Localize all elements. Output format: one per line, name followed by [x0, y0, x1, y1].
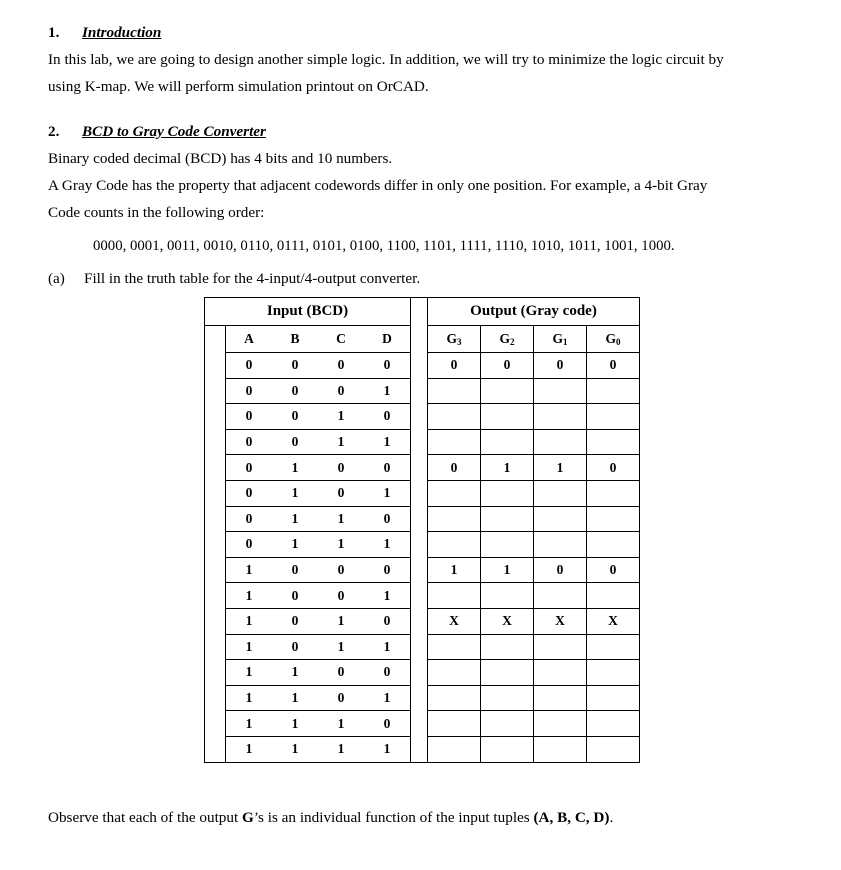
table-gap: [411, 298, 428, 326]
table-left-margin: [205, 455, 226, 481]
footer-text-3: .: [609, 809, 614, 826]
output-cell[interactable]: [428, 506, 481, 532]
input-cell: 1: [226, 685, 273, 711]
input-cell: 0: [364, 557, 411, 583]
input-cell: 1: [226, 608, 273, 634]
output-cell[interactable]: [481, 583, 534, 609]
table-left-margin: [205, 608, 226, 634]
input-cell: 1: [272, 506, 318, 532]
table-left-margin: [205, 429, 226, 455]
output-cell[interactable]: [428, 378, 481, 404]
output-cell[interactable]: [587, 506, 640, 532]
output-col-header-g0: [587, 326, 640, 353]
output-cell[interactable]: [587, 480, 640, 506]
output-cell[interactable]: [428, 685, 481, 711]
output-col-header-g1: [534, 326, 587, 353]
input-cell: 0: [318, 480, 364, 506]
section1-paragraph-line1: In this lab, we are going to design another simple logic. In addition, we will try to minimize the logic circuit by: [48, 51, 724, 68]
input-cell: 0: [226, 506, 273, 532]
output-cell[interactable]: [481, 404, 534, 430]
output-cell[interactable]: [534, 506, 587, 532]
output-col-header-sub: 1: [563, 337, 568, 347]
table-row: [205, 532, 640, 558]
table-left-margin: [205, 506, 226, 532]
output-cell[interactable]: [428, 736, 481, 762]
input-cell: 0: [226, 532, 273, 558]
input-cell: 0: [272, 378, 318, 404]
output-cell: 1: [481, 557, 534, 583]
input-cell: 0: [364, 506, 411, 532]
input-cell: 1: [364, 429, 411, 455]
table-gap: [411, 326, 428, 353]
table-left-margin: [205, 583, 226, 609]
input-cell: 1: [272, 685, 318, 711]
output-cell[interactable]: [481, 429, 534, 455]
output-col-header-sub: 2: [510, 337, 515, 347]
table-row: [205, 634, 640, 660]
input-cell: 1: [318, 634, 364, 660]
table-left-margin: [205, 711, 226, 737]
output-cell: 0: [587, 353, 640, 379]
section2-line1: Binary coded decimal (BCD) has 4 bits and 10 numbers.: [48, 150, 393, 167]
table-row: [205, 736, 640, 762]
footer-text-2: ’s is an individual function of the input tuples: [253, 809, 534, 826]
input-cell: 0: [364, 404, 411, 430]
output-cell: X: [428, 608, 481, 634]
input-cell: 0: [272, 634, 318, 660]
output-cell[interactable]: [534, 480, 587, 506]
output-cell[interactable]: [481, 634, 534, 660]
input-cell: 0: [272, 404, 318, 430]
input-cell: 1: [364, 685, 411, 711]
output-cell[interactable]: [534, 634, 587, 660]
table-gap: [411, 557, 428, 583]
output-cell[interactable]: [428, 532, 481, 558]
input-cell: 0: [364, 711, 411, 737]
input-cell: 1: [364, 634, 411, 660]
output-col-header-base: G: [605, 331, 616, 346]
output-cell[interactable]: [428, 711, 481, 737]
input-cell: 0: [364, 353, 411, 379]
input-cell: 0: [272, 429, 318, 455]
table-gap: [411, 583, 428, 609]
input-cell: 0: [226, 353, 273, 379]
input-cell: 1: [272, 480, 318, 506]
table-row: [205, 711, 640, 737]
section2-line3: Code counts in the following order:: [48, 204, 265, 221]
input-cell: 1: [318, 711, 364, 737]
table-gap: [411, 506, 428, 532]
input-cell: 1: [272, 532, 318, 558]
input-cell: 0: [272, 583, 318, 609]
output-cell: 1: [534, 455, 587, 481]
input-col-header-c: C: [318, 326, 364, 353]
output-col-header-base: G: [552, 331, 563, 346]
input-cell: 1: [226, 736, 273, 762]
input-cell: 0: [318, 583, 364, 609]
input-cell: 1: [226, 634, 273, 660]
input-col-header-d: D: [364, 326, 411, 353]
input-cell: 0: [364, 660, 411, 686]
input-cell: 1: [318, 532, 364, 558]
part-a-text: Fill in the truth table for the 4-input/4-output converter.: [84, 270, 421, 287]
output-cell[interactable]: [481, 736, 534, 762]
table-gap: [411, 480, 428, 506]
output-cell[interactable]: [428, 429, 481, 455]
table-gap: [411, 455, 428, 481]
output-cell[interactable]: [587, 583, 640, 609]
output-cell: X: [481, 608, 534, 634]
input-cell: 0: [318, 557, 364, 583]
output-cell[interactable]: [587, 660, 640, 686]
output-cell: 0: [428, 353, 481, 379]
table-row: [205, 378, 640, 404]
input-cell: 1: [272, 455, 318, 481]
section2-heading: [48, 123, 266, 141]
output-cell[interactable]: [481, 685, 534, 711]
table-row: [205, 583, 640, 609]
output-col-header-sub: 0: [616, 337, 621, 347]
input-cell: 0: [318, 455, 364, 481]
output-col-header-base: G: [499, 331, 510, 346]
output-cell[interactable]: [481, 480, 534, 506]
output-cell[interactable]: [534, 378, 587, 404]
output-cell[interactable]: [481, 378, 534, 404]
output-cell[interactable]: [534, 736, 587, 762]
output-cell[interactable]: [428, 634, 481, 660]
table-row: [205, 685, 640, 711]
input-cell: 0: [272, 557, 318, 583]
input-cell: 1: [272, 660, 318, 686]
output-col-header-g2: [481, 326, 534, 353]
footer-text-1: Observe that each of the output: [48, 809, 242, 826]
input-cell: 0: [318, 685, 364, 711]
input-cell: 1: [226, 557, 273, 583]
table-gap: [411, 404, 428, 430]
table-left-margin: [205, 660, 226, 686]
part-a-label: (a): [48, 270, 65, 287]
input-cell: 1: [272, 711, 318, 737]
input-cell: 1: [318, 506, 364, 532]
output-cell[interactable]: [587, 685, 640, 711]
output-cell[interactable]: [428, 404, 481, 430]
input-cell: 1: [364, 736, 411, 762]
table-gap: [411, 608, 428, 634]
output-cell: X: [534, 608, 587, 634]
output-cell: 0: [587, 455, 640, 481]
input-cell: 1: [226, 660, 273, 686]
input-cell: 1: [318, 404, 364, 430]
footer-bold-tuple: (A, B, C, D): [533, 809, 610, 826]
output-cell: 1: [428, 557, 481, 583]
output-cell[interactable]: [428, 583, 481, 609]
table-left-margin: [205, 480, 226, 506]
output-cell[interactable]: [534, 685, 587, 711]
output-cell: 1: [481, 455, 534, 481]
table-row: [205, 608, 640, 634]
table-row: [205, 506, 640, 532]
input-cell: 1: [318, 608, 364, 634]
output-cell[interactable]: [534, 660, 587, 686]
footer-observation: [48, 809, 613, 827]
truth-table: [204, 297, 640, 763]
output-cell[interactable]: [481, 660, 534, 686]
table-left-margin: [205, 557, 226, 583]
input-cell: 0: [226, 378, 273, 404]
output-cell: 0: [534, 353, 587, 379]
table-left-margin: [205, 685, 226, 711]
input-cell: 0: [272, 608, 318, 634]
table-left-margin: [205, 404, 226, 430]
table-row: [205, 353, 640, 379]
section2-title: BCD to Gray Code Converter: [82, 123, 266, 140]
section2-number: 2.: [48, 123, 60, 140]
table-gap: [411, 532, 428, 558]
table-gap: [411, 353, 428, 379]
table-gap: [411, 429, 428, 455]
output-cell[interactable]: [587, 736, 640, 762]
output-cell[interactable]: [534, 532, 587, 558]
table-left-margin: [205, 378, 226, 404]
section1-number: 1.: [48, 24, 60, 41]
table-row: [205, 455, 640, 481]
output-cell: 0: [587, 557, 640, 583]
input-cell: 0: [318, 660, 364, 686]
output-cell[interactable]: [428, 660, 481, 686]
table-gap: [411, 660, 428, 686]
table-left-margin: [205, 353, 226, 379]
input-col-header-b: B: [272, 326, 318, 353]
input-cell: 0: [318, 353, 364, 379]
output-cell[interactable]: [587, 404, 640, 430]
input-cell: 1: [318, 429, 364, 455]
input-cell: 1: [364, 583, 411, 609]
table-row: [205, 404, 640, 430]
input-cell: 0: [226, 429, 273, 455]
input-cell: 0: [226, 455, 273, 481]
table-gap: [411, 685, 428, 711]
table-gap: [411, 634, 428, 660]
input-cell: 1: [226, 583, 273, 609]
output-cell: 0: [534, 557, 587, 583]
output-cell: X: [587, 608, 640, 634]
output-cell[interactable]: [587, 711, 640, 737]
gray-code-sequence: 0000, 0001, 0011, 0010, 0110, 0111, 0101, 0100, 1100, 1101, 1111, 1110, 1010, 1011, 1001, 1000.: [93, 238, 675, 254]
output-cell[interactable]: [587, 429, 640, 455]
output-cell: 0: [428, 455, 481, 481]
section2-line2: A Gray Code has the property that adjacent codewords differ in only one position. For example, a 4-bit Gray: [48, 177, 708, 194]
truth-table-wrapper: [204, 297, 640, 763]
input-cell: 1: [364, 532, 411, 558]
table-group-header-row: [205, 298, 640, 326]
output-cell[interactable]: [481, 711, 534, 737]
input-cell: 1: [226, 711, 273, 737]
table-row: [205, 660, 640, 686]
input-cell: 1: [364, 480, 411, 506]
footer-bold-g: G: [242, 809, 254, 826]
table-gap: [411, 711, 428, 737]
input-cell: 0: [226, 480, 273, 506]
section1-paragraph-line2: using K-map. We will perform simulation printout on OrCAD.: [48, 78, 429, 95]
output-cell[interactable]: [534, 711, 587, 737]
input-cell: 1: [318, 736, 364, 762]
table-gap: [411, 736, 428, 762]
table-left-margin: [205, 634, 226, 660]
input-col-header-a: A: [226, 326, 273, 353]
part-a: [48, 270, 420, 288]
input-bcd-header: Input (BCD): [205, 298, 411, 326]
table-column-header-row: [205, 326, 640, 353]
output-cell[interactable]: [534, 583, 587, 609]
table-row: [205, 480, 640, 506]
output-cell[interactable]: [534, 404, 587, 430]
output-cell[interactable]: [481, 506, 534, 532]
input-cell: 0: [364, 608, 411, 634]
output-cell[interactable]: [587, 378, 640, 404]
output-col-header-base: G: [446, 331, 457, 346]
output-col-header-g3: [428, 326, 481, 353]
table-left-margin: [205, 326, 226, 353]
table-row: [205, 557, 640, 583]
output-cell[interactable]: [587, 532, 640, 558]
input-cell: 0: [272, 353, 318, 379]
output-cell[interactable]: [428, 480, 481, 506]
table-left-margin: [205, 532, 226, 558]
input-cell: 0: [226, 404, 273, 430]
output-cell[interactable]: [587, 634, 640, 660]
input-cell: 1: [272, 736, 318, 762]
section1-title: Introduction: [82, 24, 162, 41]
output-gray-header: Output (Gray code): [428, 298, 640, 326]
table-row: [205, 429, 640, 455]
output-cell: 0: [481, 353, 534, 379]
input-cell: 0: [318, 378, 364, 404]
table-left-margin: [205, 736, 226, 762]
output-col-header-sub: 3: [457, 337, 462, 347]
output-cell[interactable]: [534, 429, 587, 455]
table-gap: [411, 378, 428, 404]
input-cell: 1: [364, 378, 411, 404]
section1-heading: [48, 24, 161, 42]
output-cell[interactable]: [481, 532, 534, 558]
input-cell: 0: [364, 455, 411, 481]
